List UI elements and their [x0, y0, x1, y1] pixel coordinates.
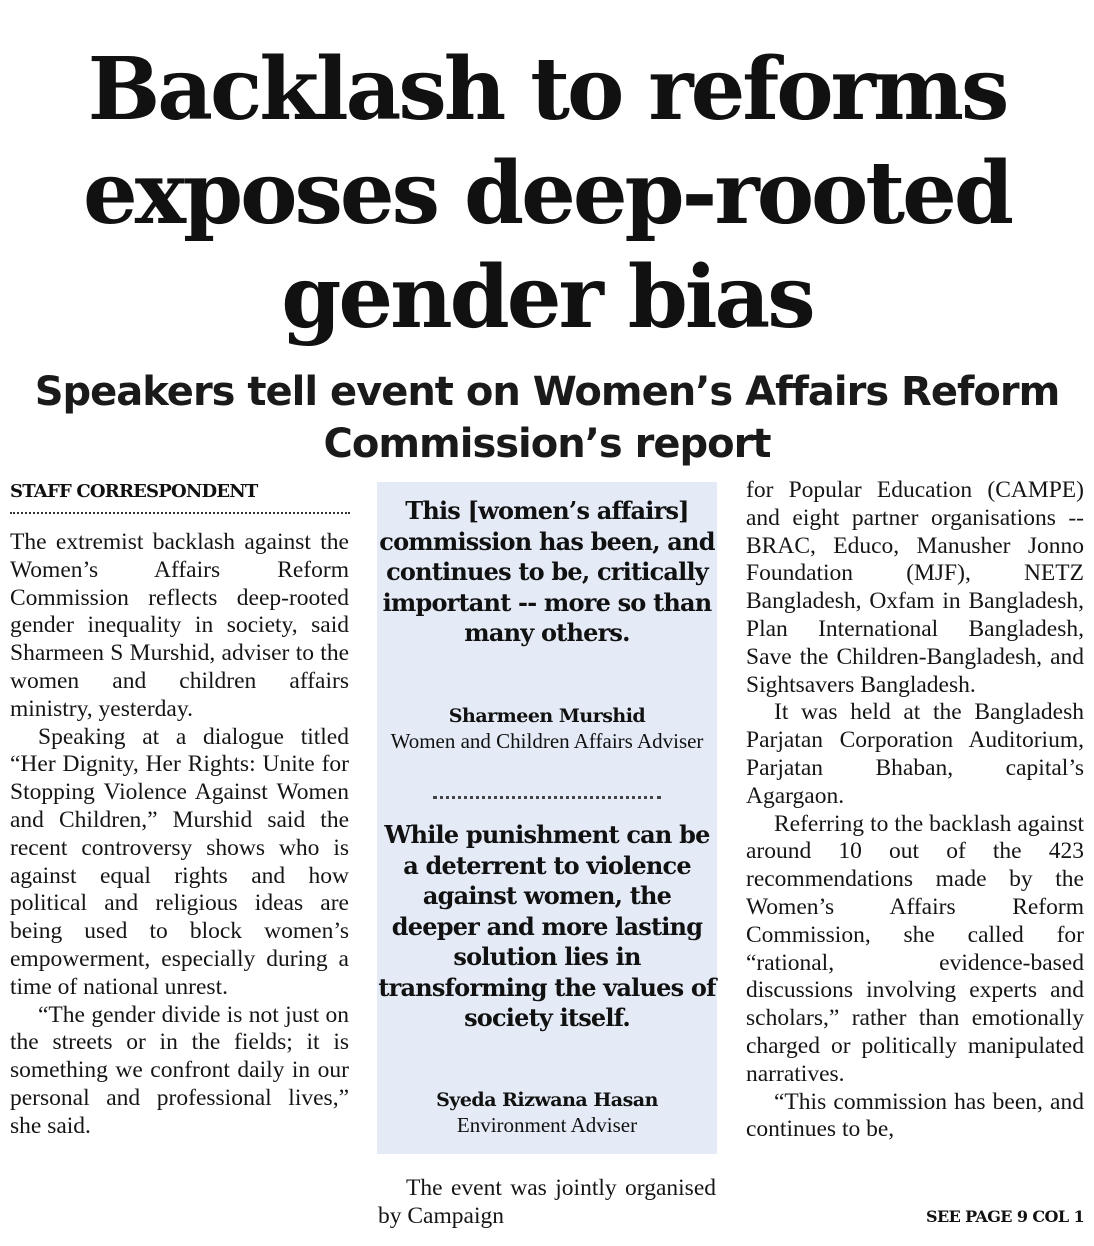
body-paragraph: “The gender divide is not just on the streets or in the fields; it is something we confront daily in our personal and professional lives,” she said.	[10, 1001, 349, 1139]
subheadline	[0, 366, 1094, 470]
article-column-middle	[378, 1175, 716, 1231]
body-paragraph: for Popular Education (CAMPE) and eight partner organisations -- BRAC, Educo, Manusher Jonno Foundation (MJF), NETZ Bangladesh, Oxfam in Bangladesh, Plan International Bangladesh, Save the Children-Bangladesh, and Sightsavers Bangladesh.	[746, 477, 1084, 698]
byline: STAFF CORRESPONDENT	[10, 480, 350, 514]
article-column-right	[746, 477, 1084, 1144]
headline-line-3: gender bias	[281, 247, 813, 348]
pull-quote-text: This [women’s affairs] commission has been, and continues to be, critically important -- more so than many others.	[379, 496, 715, 647]
body-paragraph: Referring to the backlash against around 10 out of the 423 recommendations made by the Women’s Affairs Reform Commission, she called for “rational, evidence-based discussions involving experts and scholars,” rather than emotionally charged or politically manipulated narratives.	[746, 810, 1084, 1087]
pull-quote-speaker-role: Women and Children Affairs Adviser	[390, 729, 704, 753]
pull-quote-speaker-name: Syeda Rizwana Hasan	[436, 1089, 658, 1111]
body-paragraph: “This commission has been, and continues to be,	[746, 1088, 1084, 1143]
pull-quote-text: While punishment can be a deterrent to violence against women, the deeper and more lasting solution lies in transforming the values of society itself.	[378, 820, 716, 1032]
headline-line-2: exposes deep-rooted	[83, 143, 1011, 244]
subheadline-line-2: Commission’s report	[323, 421, 771, 467]
pull-quote-box	[377, 482, 717, 1154]
headline-line-1: Backlash to reforms	[87, 39, 1007, 140]
subheadline-line-1: Speakers tell event on Women’s Affairs Reform	[34, 369, 1060, 415]
body-paragraph: The extremist backlash against the Women’s Affairs Reform Commission reflects deep-rooted gender inequality in society, said Sharmeen S Murshid, adviser to the women and children affairs ministry, yesterday.	[10, 529, 349, 722]
article-column-left	[10, 529, 349, 1141]
pull-quote-speaker-name: Sharmeen Murshid	[448, 705, 646, 727]
body-paragraph: Speaking at a dialogue titled “Her Dignity, Her Rights: Unite for Stopping Violence Against Women and Children,” Murshid said the recent controversy shows who is against equal rights and how political and religious ideas are being used to block women’s empowerment, especially during a time of national unrest.	[10, 723, 349, 1000]
continued-on-link: SEE PAGE 9 COL 1	[926, 1207, 1084, 1226]
body-paragraph: The event was jointly organised by Campaign	[378, 1175, 716, 1229]
headline	[0, 38, 1094, 350]
body-paragraph: It was held at the Bangladesh Parjatan Corporation Auditorium, Parjatan Bhaban, capital’s Agargaon.	[746, 699, 1084, 809]
pull-quote-divider	[433, 796, 661, 799]
pull-quote-speaker-role: Environment Adviser	[456, 1113, 638, 1137]
